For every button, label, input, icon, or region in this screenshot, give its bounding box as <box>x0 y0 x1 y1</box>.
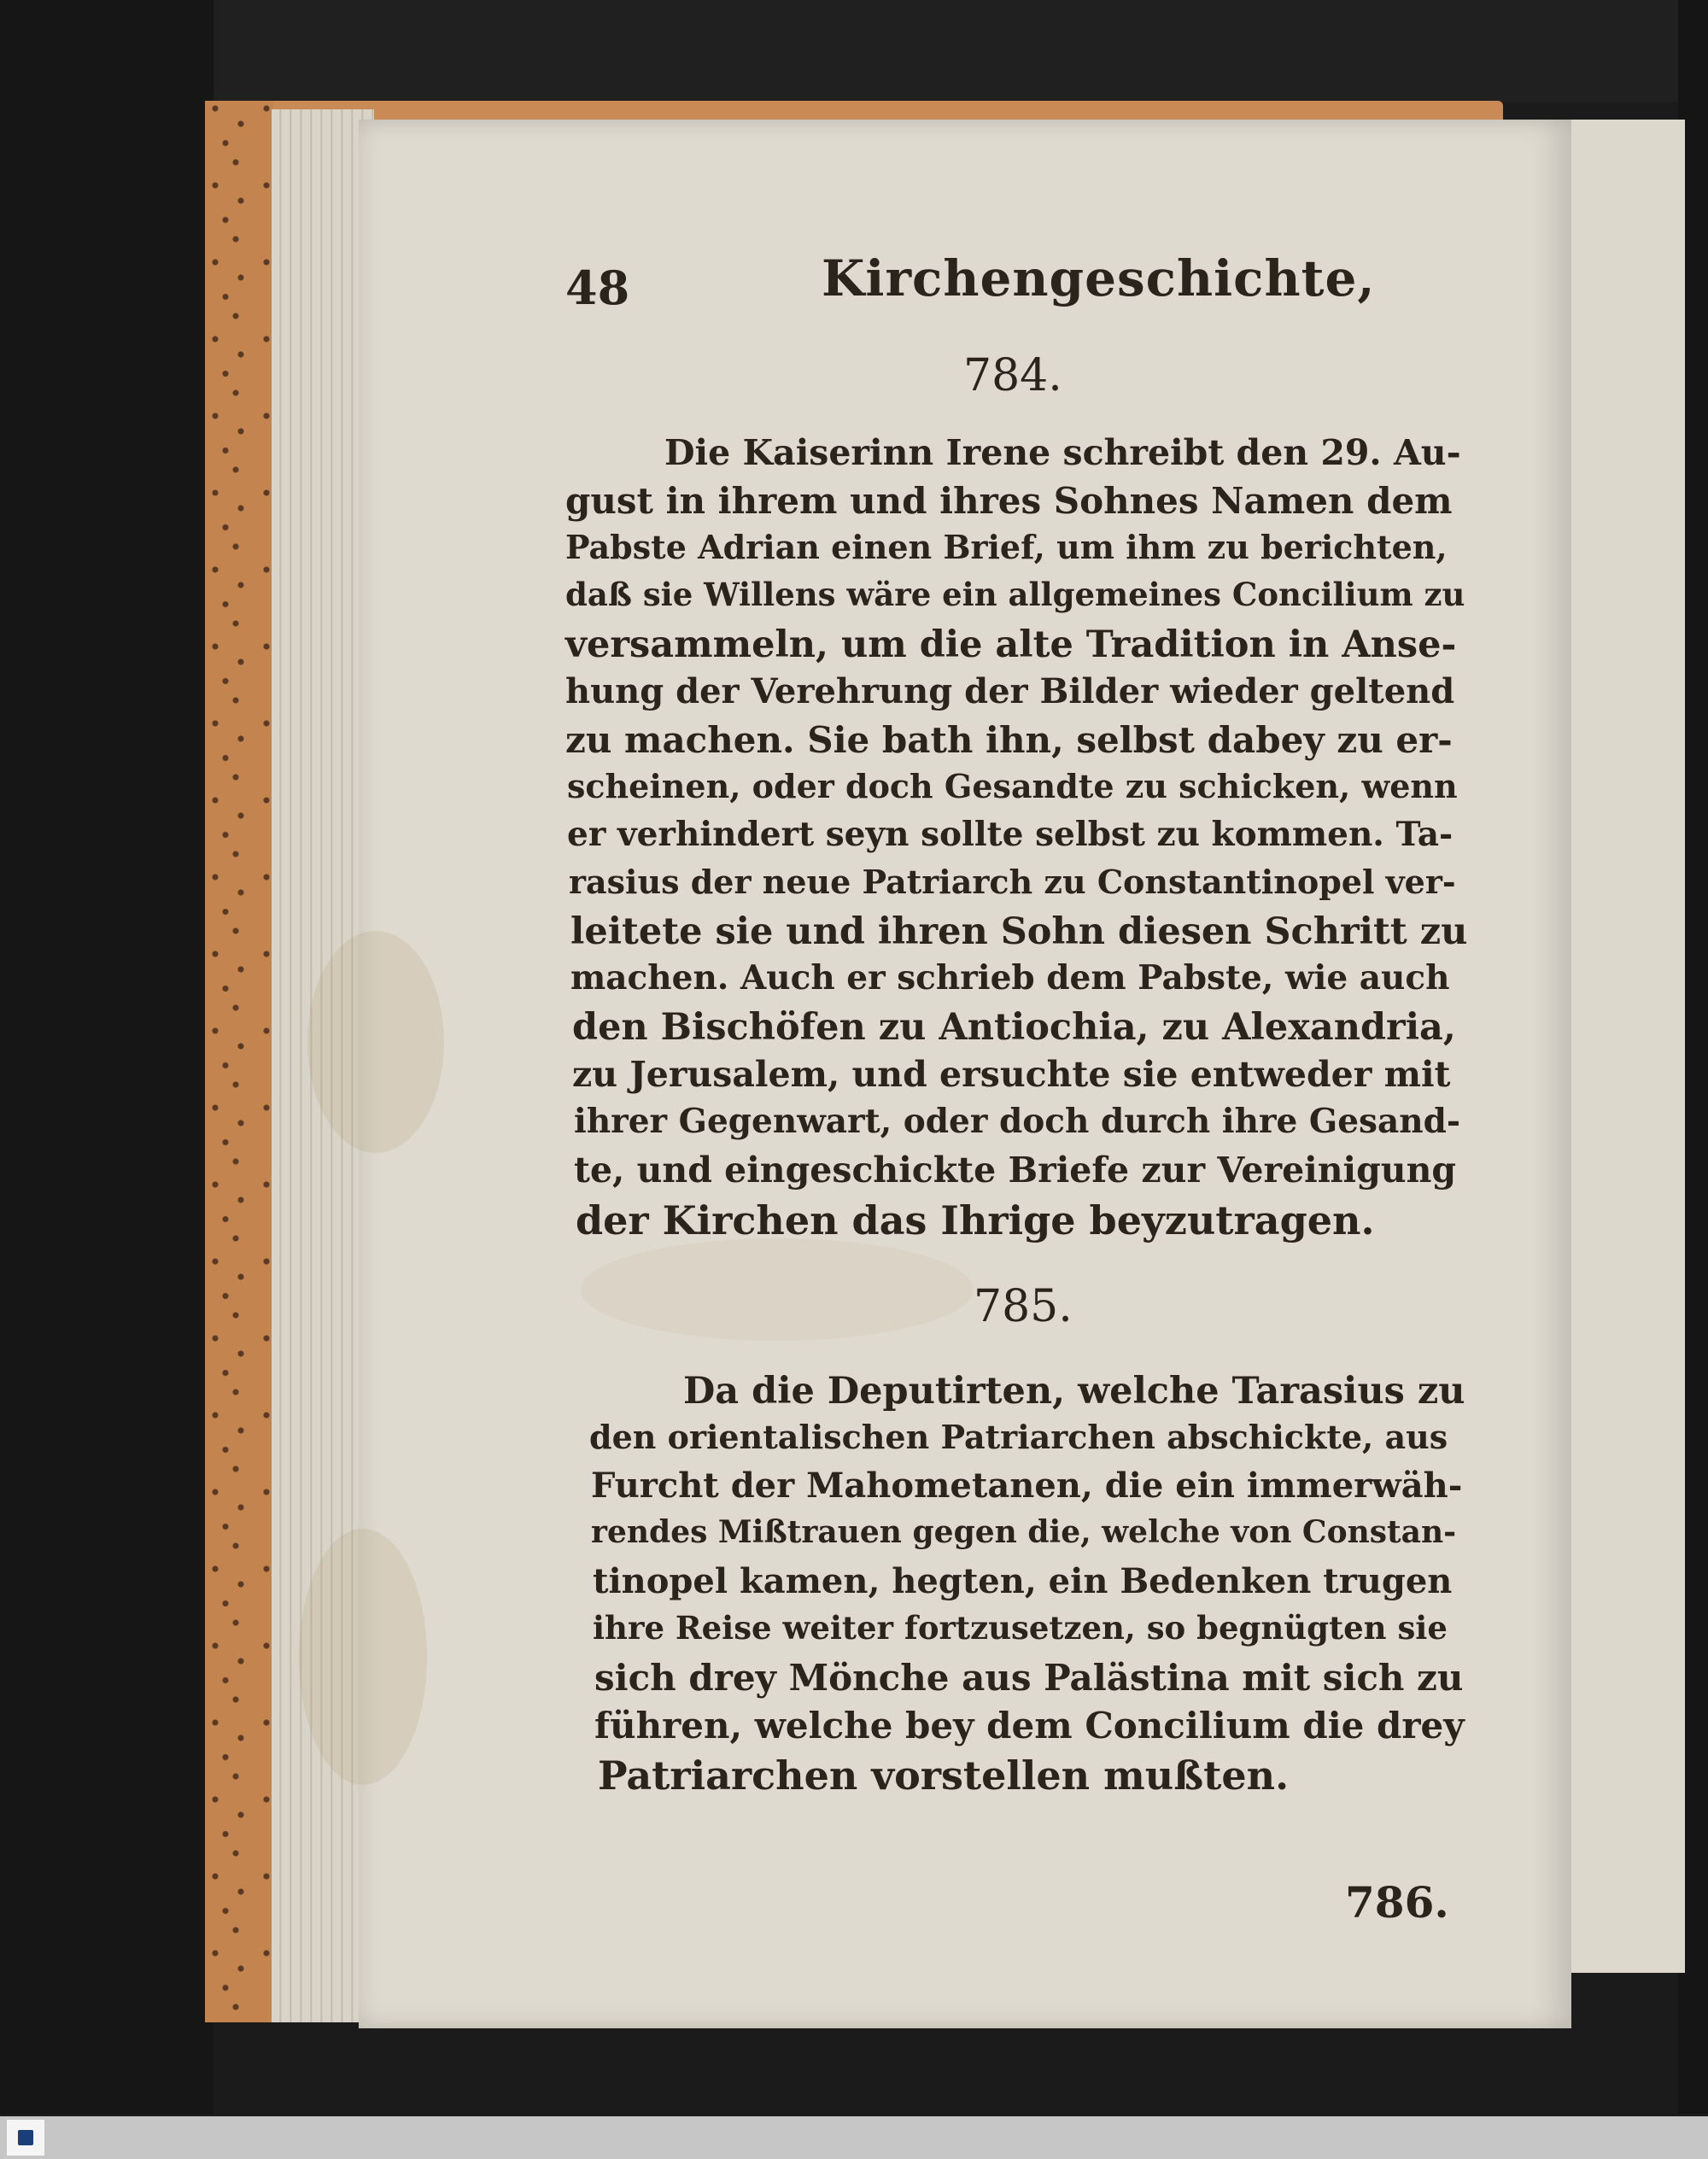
cover-edge <box>205 101 273 2022</box>
text-line: hung der Verehrung der Bilder wieder geltend <box>565 671 1455 711</box>
backdrop-left <box>0 0 214 2114</box>
text-line: der Kirchen das Ihrige beyzutragen. <box>576 1197 1375 1243</box>
logo-mark <box>18 2130 33 2145</box>
text-line: zu machen. Sie bath ihn, selbst dabey zu er- <box>565 719 1453 761</box>
text-line: versammeln, um die alte Tradition in Anse- <box>565 623 1457 666</box>
text-line: zu Jerusalem, und ersuchte sie entweder mit <box>572 1054 1451 1095</box>
text-line: den orientalischen Patriarchen abschickte, aus <box>589 1418 1448 1456</box>
text-line: Furcht der Mahometanen, die ein immerwäh- <box>591 1466 1463 1506</box>
backdrop-top <box>0 0 1708 102</box>
text-line: rasius der neue Patriarch zu Constantinopel ver- <box>569 863 1456 901</box>
running-head: Kirchengeschichte, <box>822 249 1376 307</box>
text-line: leitete sie und ihren Sohn diesen Schritt zu <box>570 910 1468 953</box>
text-line: Die Kaiserinn Irene schreibt den 29. Au- <box>664 432 1461 473</box>
text-line: daß sie Willens wäre ein allgemeines Concilium zu <box>565 576 1465 613</box>
text-line: sich drey Mönche aus Palästina mit sich zu <box>594 1657 1464 1699</box>
text-line: te, und eingeschickte Briefe zur Vereinigung <box>574 1150 1457 1191</box>
text-line: gust in ihrem und ihres Sohnes Namen dem <box>565 480 1453 522</box>
section-number: 785. <box>974 1281 1073 1332</box>
paper-stain <box>299 1529 427 1785</box>
paper-stain <box>307 931 444 1153</box>
text-line: machen. Auch er schrieb dem Pabste, wie auch <box>570 958 1450 998</box>
text-line: tinopel kamen, hegten, ein Bedenken trugen <box>593 1561 1453 1601</box>
text-line: rendes Mißtrauen gegen die, welche von Constan- <box>591 1514 1457 1550</box>
library-logo-icon <box>7 2120 44 2156</box>
catchword: 786. <box>1345 1877 1449 1928</box>
section-number: 784. <box>963 350 1062 401</box>
text-line: Pabste Adrian einen Brief, um ihm zu berichten, <box>565 528 1448 566</box>
viewer-footer-bar <box>0 2116 1708 2159</box>
paper-stain <box>581 1238 974 1341</box>
text-line: den Bischöfen zu Antiochia, zu Alexandria, <box>572 1006 1456 1049</box>
text-line: Patriarchen vorstellen mußten. <box>598 1752 1290 1799</box>
text-line: er verhindert seyn sollte selbst zu kommen. Ta- <box>567 815 1454 854</box>
page-number: 48 <box>565 260 630 315</box>
text-line: führen, welche bey dem Concilium die drey <box>594 1705 1465 1747</box>
text-line: scheinen, oder doch Gesandte zu schicken, wenn <box>567 767 1458 805</box>
text-line: Da die Deputirten, welche Tarasius zu <box>683 1370 1465 1413</box>
text-line: ihre Reise weiter fortzusetzen, so begnügten sie <box>593 1609 1448 1647</box>
text-line: ihrer Gegenwart, oder doch durch ihre Gesand- <box>574 1102 1461 1141</box>
right-page-edge <box>1567 120 1685 1973</box>
